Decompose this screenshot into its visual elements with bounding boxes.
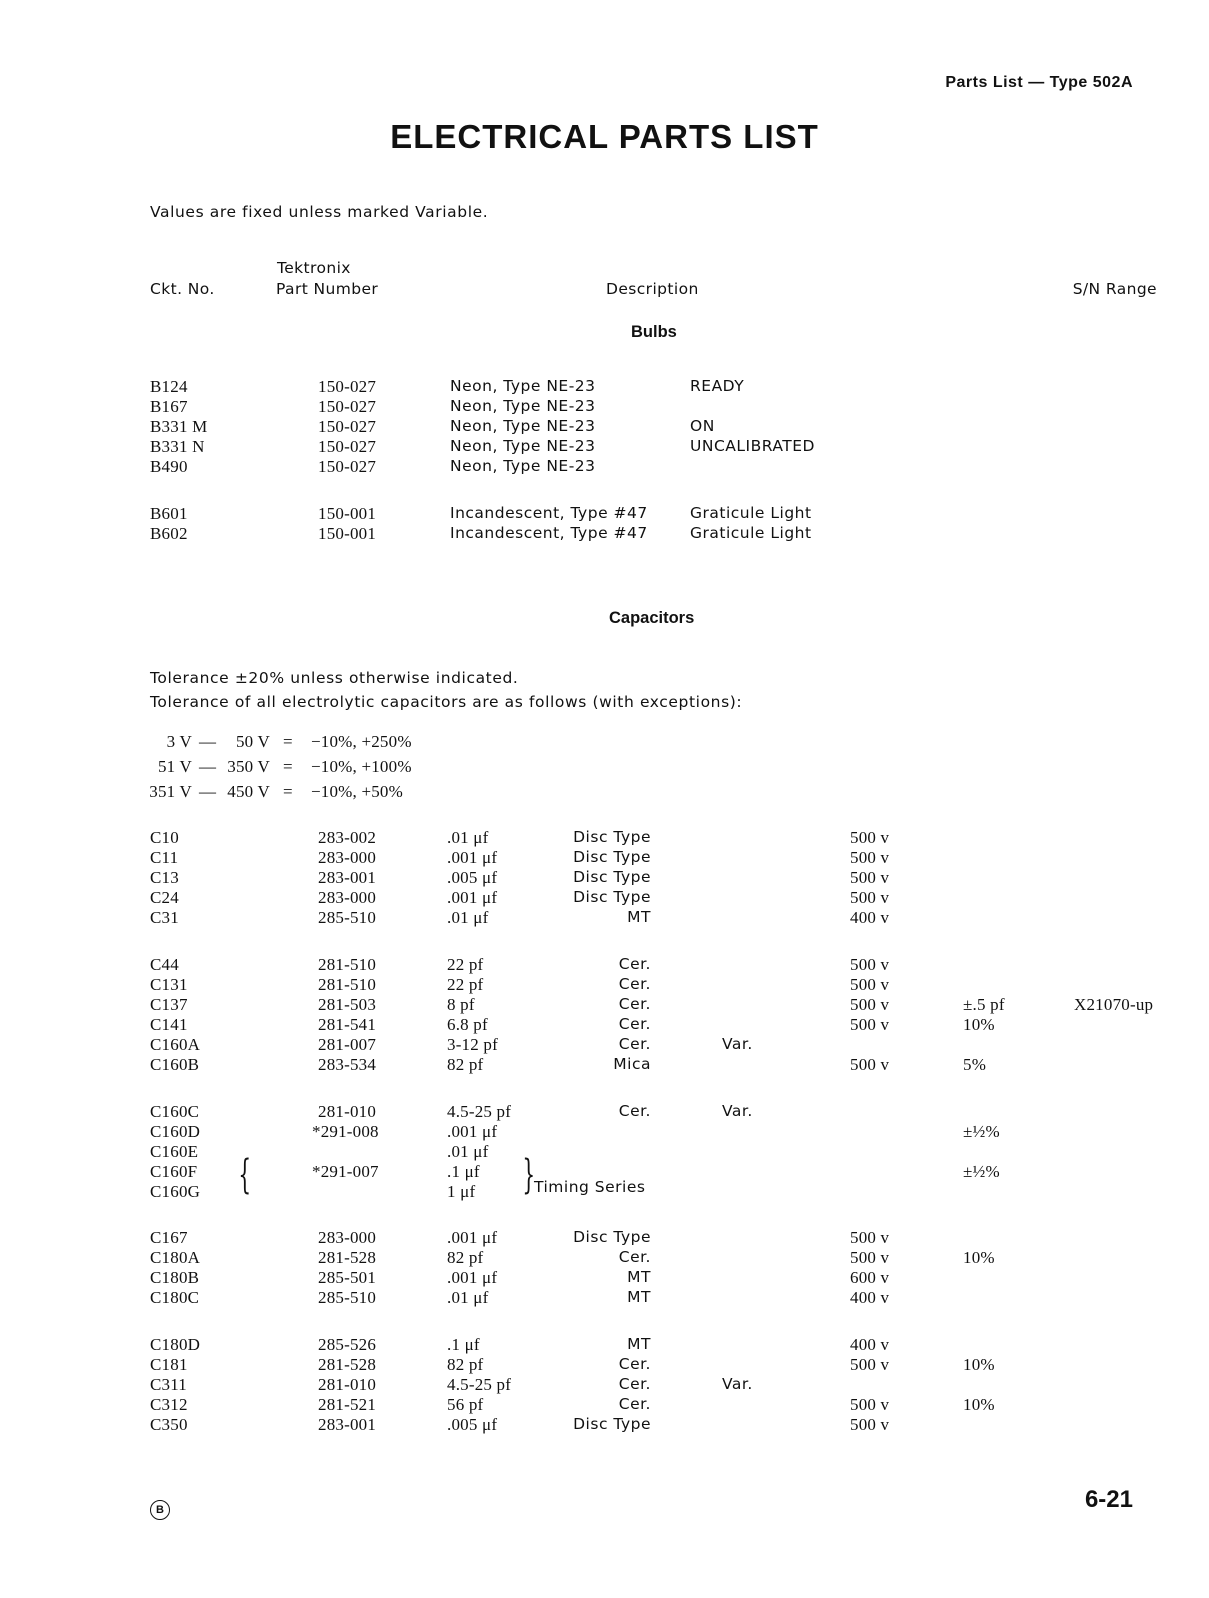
- cap-part-number: 283-000: [318, 1228, 377, 1247]
- bulb-part-number: 150-027: [318, 457, 377, 476]
- cap-ckt-no: C160F: [150, 1162, 198, 1181]
- cap-type: Mica: [613, 1055, 651, 1073]
- cap-part-number: 281-510: [318, 955, 377, 974]
- cap-voltage: 600 v: [850, 1268, 890, 1287]
- cap-ckt-no: C180D: [150, 1335, 201, 1354]
- section-title-bulbs: Bulbs: [631, 323, 677, 341]
- cap-ckt-no: C311: [150, 1375, 188, 1394]
- cap-value: .1 μf: [447, 1335, 480, 1354]
- cap-value: .01 μf: [447, 828, 489, 847]
- cap-part-number: 283-534: [318, 1055, 377, 1074]
- cap-part-number: 283-002: [318, 828, 377, 847]
- cap-ckt-no: C137: [150, 995, 188, 1014]
- cap-part-number: 283-000: [318, 888, 377, 907]
- cap-part-number: 281-521: [318, 1395, 377, 1414]
- cap-tolerance: 5%: [963, 1055, 987, 1074]
- cap-type: Disc Type: [573, 1228, 651, 1246]
- cap-tolerance: ±.5 pf: [963, 995, 1005, 1014]
- cap-ckt-no: C44: [150, 955, 179, 974]
- bulb-function: Graticule Light: [690, 524, 812, 542]
- cap-part-number: 281-541: [318, 1015, 377, 1034]
- cap-ckt-no: C160A: [150, 1035, 201, 1054]
- cap-voltage: 500 v: [850, 1415, 890, 1434]
- bulb-function: READY: [690, 377, 745, 395]
- range-equals: =: [283, 782, 293, 801]
- bulb-part-number: 150-001: [318, 524, 377, 543]
- cap-part-number: 281-010: [318, 1375, 377, 1394]
- cap-voltage: 500 v: [850, 1015, 890, 1034]
- cap-tolerance: 10%: [963, 1248, 995, 1267]
- cap-part-number: 281-510: [318, 975, 377, 994]
- cap-ckt-no: C180B: [150, 1268, 200, 1287]
- cap-voltage: 500 v: [850, 1055, 890, 1074]
- cap-type: Disc Type: [573, 828, 651, 846]
- range-low: 351 V: [149, 782, 192, 801]
- cap-value: 22 pf: [447, 975, 484, 994]
- cap-tolerance: 10%: [963, 1395, 995, 1414]
- cap-value: .01 μf: [447, 1288, 489, 1307]
- cap-value: 22 pf: [447, 955, 484, 974]
- page-title: ELECTRICAL PARTS LIST: [390, 118, 819, 155]
- cap-voltage: 500 v: [850, 1355, 890, 1374]
- cap-voltage: 400 v: [850, 1335, 890, 1354]
- cap-part-number: *291-007: [312, 1162, 379, 1181]
- cap-type: Disc Type: [573, 1415, 651, 1433]
- cap-voltage: 500 v: [850, 1228, 890, 1247]
- cap-part-number: 283-000: [318, 848, 377, 867]
- cap-ckt-no: C180A: [150, 1248, 201, 1267]
- running-head: Parts List — Type 502A: [945, 74, 1133, 91]
- cap-ckt-no: C160D: [150, 1122, 201, 1141]
- cap-voltage: 400 v: [850, 908, 890, 927]
- cap-ckt-no: C131: [150, 975, 188, 994]
- range-high: 450 V: [227, 782, 270, 801]
- cap-value: .01 μf: [447, 908, 489, 927]
- cap-voltage: 500 v: [850, 1395, 890, 1414]
- cap-voltage: 400 v: [850, 1288, 890, 1307]
- cap-ckt-no: C141: [150, 1015, 188, 1034]
- bulb-function: UNCALIBRATED: [690, 437, 815, 455]
- bulb-part-number: 150-027: [318, 377, 377, 396]
- cap-value: .001 μf: [447, 888, 498, 907]
- left-brace: {: [238, 1152, 252, 1198]
- bulb-ckt-no: B602: [150, 524, 188, 543]
- cap-value: 4.5-25 pf: [447, 1375, 512, 1394]
- bulb-part-number: 150-027: [318, 397, 377, 416]
- cap-value: .01 μf: [447, 1142, 489, 1161]
- cap-type: MT: [627, 908, 651, 926]
- bulb-part-number: 150-001: [318, 504, 377, 523]
- cap-type: Cer.: [618, 1035, 651, 1053]
- right-brace: }: [522, 1152, 536, 1198]
- tolerance-note-2: Tolerance of all electrolytic capacitors are as follows (with exceptions):: [150, 693, 743, 711]
- cap-type: Cer.: [618, 975, 651, 993]
- bulb-description: Neon, Type NE-23: [450, 397, 596, 415]
- cap-type: Cer.: [618, 1395, 651, 1413]
- cap-part-number: 281-007: [318, 1035, 377, 1054]
- range-dash: —: [199, 782, 217, 801]
- cap-tolerance: ±½%: [963, 1122, 1000, 1141]
- cap-tolerance: 10%: [963, 1355, 995, 1374]
- cap-part-number: 285-510: [318, 908, 377, 927]
- cap-value: .005 μf: [447, 868, 498, 887]
- cap-type: Cer.: [618, 955, 651, 973]
- cap-type: Disc Type: [573, 868, 651, 886]
- cap-value: 82 pf: [447, 1248, 484, 1267]
- cap-ckt-no: C13: [150, 868, 179, 887]
- cap-part-number: 285-526: [318, 1335, 377, 1354]
- cap-ckt-no: C160E: [150, 1142, 199, 1161]
- col-ckt-no: Ckt. No.: [150, 280, 215, 298]
- cap-type: Cer.: [618, 1015, 651, 1033]
- cap-sn-range: X21070-up: [1074, 995, 1154, 1014]
- cap-value: .001 μf: [447, 1228, 498, 1247]
- bulb-description: Incandescent, Type #47: [450, 524, 648, 542]
- bulb-description: Neon, Type NE-23: [450, 377, 596, 395]
- cap-value: 56 pf: [447, 1395, 484, 1414]
- cap-value: 4.5-25 pf: [447, 1102, 512, 1121]
- bulb-function: Graticule Light: [690, 504, 812, 522]
- cap-part-number: *291-008: [312, 1122, 379, 1141]
- cap-value: .001 μf: [447, 1122, 498, 1141]
- range-low: 51 V: [157, 757, 192, 776]
- range-high: 50 V: [235, 732, 270, 751]
- bulb-description: Neon, Type NE-23: [450, 417, 596, 435]
- timing-series-label: Timing Series: [534, 1178, 646, 1196]
- cap-type: Disc Type: [573, 888, 651, 906]
- section-title-capacitors: Capacitors: [609, 609, 695, 627]
- cap-ckt-no: C31: [150, 908, 179, 927]
- range-low: 3 V: [166, 732, 192, 751]
- cap-ckt-no: C312: [150, 1395, 188, 1414]
- cap-variable: Var.: [722, 1375, 753, 1393]
- cap-ckt-no: C160C: [150, 1102, 200, 1121]
- cap-value: .005 μf: [447, 1415, 498, 1434]
- cap-value: .1 μf: [447, 1162, 480, 1181]
- bulb-ckt-no: B490: [150, 457, 188, 476]
- range-tolerance: −10%, +50%: [311, 782, 403, 801]
- cap-type: MT: [627, 1268, 651, 1286]
- cap-ckt-no: C11: [150, 848, 179, 867]
- cap-ckt-no: C10: [150, 828, 179, 847]
- range-equals: =: [283, 732, 293, 751]
- cap-variable: Var.: [722, 1035, 753, 1053]
- cap-variable: Var.: [722, 1102, 753, 1120]
- cap-value: 1 μf: [447, 1182, 476, 1201]
- bulb-function: ON: [690, 417, 715, 435]
- cap-type: MT: [627, 1335, 651, 1353]
- cap-ckt-no: C167: [150, 1228, 188, 1247]
- cap-ckt-no: C160B: [150, 1055, 200, 1074]
- intro-note: Values are fixed unless marked Variable.: [150, 203, 489, 221]
- cap-value: .001 μf: [447, 1268, 498, 1287]
- bulb-description: Neon, Type NE-23: [450, 457, 596, 475]
- bulb-ckt-no: B601: [150, 504, 188, 523]
- cap-ckt-no: C180C: [150, 1288, 200, 1307]
- range-high: 350 V: [227, 757, 270, 776]
- cap-value: 82 pf: [447, 1355, 484, 1374]
- cap-voltage: 500 v: [850, 995, 890, 1014]
- range-dash: —: [199, 757, 217, 776]
- cap-voltage: 500 v: [850, 955, 890, 974]
- cap-part-number: 281-503: [318, 995, 377, 1014]
- bulb-description: Incandescent, Type #47: [450, 504, 648, 522]
- range-dash: —: [199, 732, 217, 751]
- bulb-ckt-no: B331 N: [150, 437, 205, 456]
- bulb-ckt-no: B167: [150, 397, 188, 416]
- bulb-part-number: 150-027: [318, 417, 377, 436]
- cap-value: 8 pf: [447, 995, 475, 1014]
- page-number: 6-21: [1084, 1486, 1133, 1513]
- range-tolerance: −10%, +250%: [311, 732, 412, 751]
- cap-part-number: 281-528: [318, 1355, 377, 1374]
- cap-part-number: 283-001: [318, 868, 377, 887]
- col-part-number-line2: Part Number: [276, 280, 379, 298]
- bulb-description: Neon, Type NE-23: [450, 437, 596, 455]
- cap-ckt-no: C160G: [150, 1182, 201, 1201]
- cap-type: Cer.: [618, 1248, 651, 1266]
- cap-part-number: 283-001: [318, 1415, 377, 1434]
- cap-value: .001 μf: [447, 848, 498, 867]
- tolerance-note-1: Tolerance ±20% unless otherwise indicated.: [150, 669, 519, 687]
- cap-voltage: 500 v: [850, 828, 890, 847]
- cap-value: 3-12 pf: [447, 1035, 498, 1054]
- cap-value: 82 pf: [447, 1055, 484, 1074]
- col-description: Description: [606, 280, 699, 298]
- cap-tolerance: ±½%: [963, 1162, 1000, 1181]
- cap-ckt-no: C350: [150, 1415, 188, 1434]
- col-part-number-line1: Tektronix: [277, 259, 351, 277]
- cap-type: Cer.: [618, 995, 651, 1013]
- cap-voltage: 500 v: [850, 868, 890, 887]
- cap-type: Cer.: [618, 1102, 651, 1120]
- cap-voltage: 500 v: [850, 1248, 890, 1267]
- cap-voltage: 500 v: [850, 848, 890, 867]
- bulb-ckt-no: B124: [150, 377, 188, 396]
- cap-value: 6.8 pf: [447, 1015, 488, 1034]
- bulb-part-number: 150-027: [318, 437, 377, 456]
- cap-type: MT: [627, 1288, 651, 1306]
- cap-type: Cer.: [618, 1375, 651, 1393]
- cap-part-number: 281-010: [318, 1102, 377, 1121]
- range-equals: =: [283, 757, 293, 776]
- col-sn-range: S/N Range: [1072, 280, 1157, 298]
- cap-voltage: 500 v: [850, 888, 890, 907]
- bulb-ckt-no: B331 M: [150, 417, 208, 436]
- cap-part-number: 285-510: [318, 1288, 377, 1307]
- cap-type: Disc Type: [573, 848, 651, 866]
- cap-ckt-no: C24: [150, 888, 179, 907]
- cap-ckt-no: C181: [150, 1355, 188, 1374]
- cap-voltage: 500 v: [850, 975, 890, 994]
- cap-type: Cer.: [618, 1355, 651, 1373]
- cap-part-number: 285-501: [318, 1268, 377, 1287]
- publisher-mark: B: [150, 1500, 170, 1520]
- cap-tolerance: 10%: [963, 1015, 995, 1034]
- range-tolerance: −10%, +100%: [311, 757, 412, 776]
- cap-part-number: 281-528: [318, 1248, 377, 1267]
